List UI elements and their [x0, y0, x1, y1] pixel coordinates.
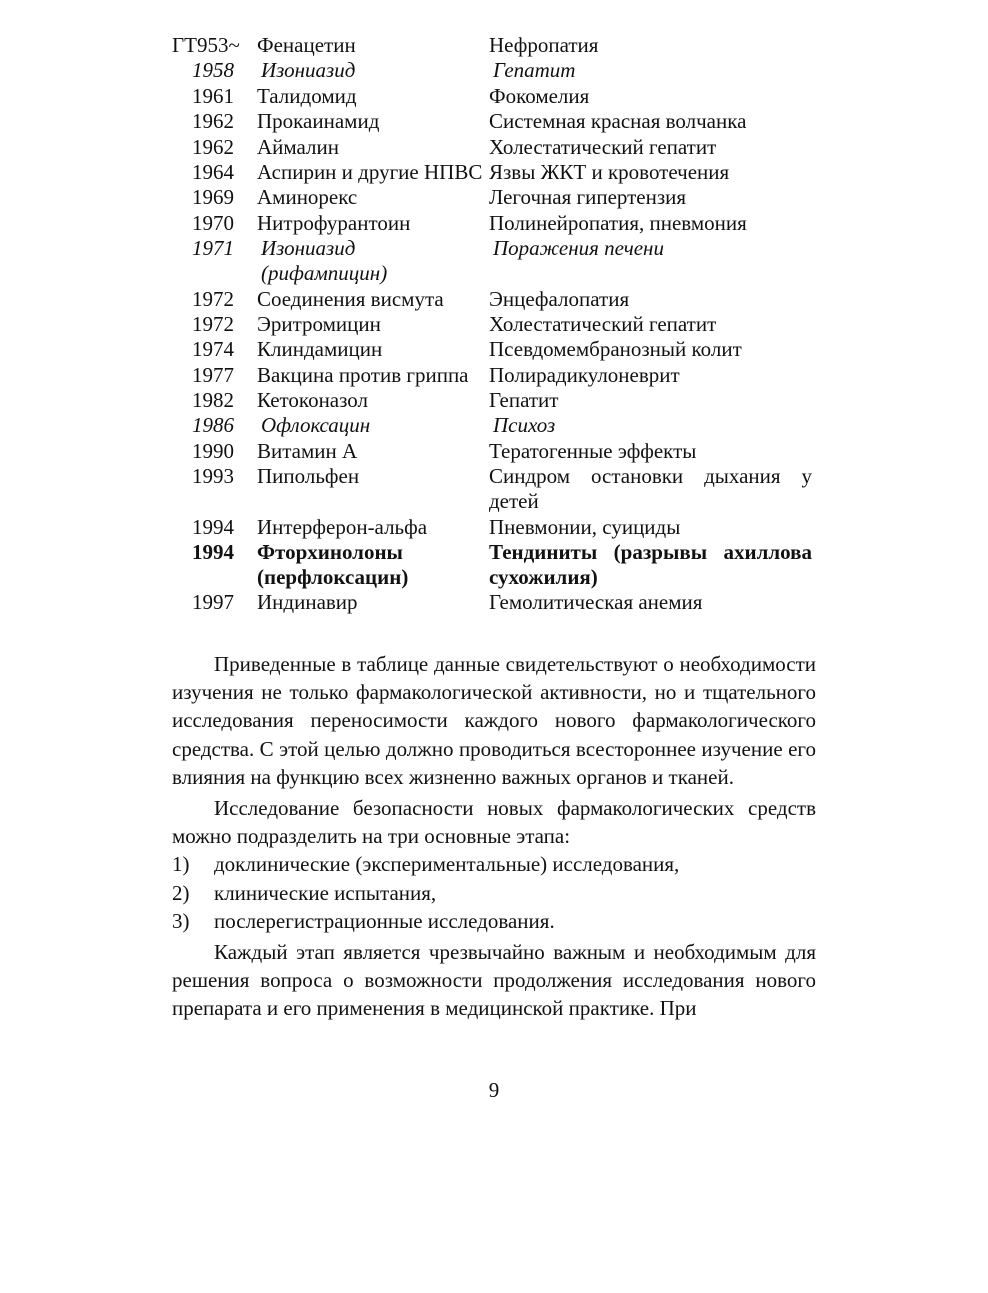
table-cell-year: 1994 [192, 540, 234, 565]
table-row [172, 388, 812, 413]
paragraph: Исследование безопасности новых фармакологических средств можно подразделить на три основные этапа: [172, 796, 816, 849]
table-row [172, 211, 812, 236]
table-row [172, 135, 812, 160]
table-cell-effect: Пневмонии, суициды [489, 514, 681, 539]
table-cell-effect: Нефропатия [489, 33, 599, 57]
table-cell-year: 1974 [192, 337, 234, 362]
table-row [172, 337, 812, 362]
table-cell-drug: Пипольфен [257, 464, 360, 489]
table-cell-effect: Тератогенные эффекты [489, 438, 697, 463]
list-number: 2) [172, 880, 190, 905]
table-cell-year: 1997 [192, 590, 234, 615]
table-cell-year: 1970 [192, 210, 234, 235]
table-row [172, 109, 812, 134]
table-cell-year: 1971 [192, 236, 234, 261]
table-row [172, 58, 812, 83]
table-cell-effect: Поражения печени [493, 236, 664, 261]
table-row [172, 590, 812, 615]
stages-list [172, 850, 816, 935]
table-cell-effect: Холестатический гепатит [489, 311, 717, 336]
table-row [172, 84, 812, 109]
table-cell-drug: Изониазид (рифампицин) [261, 236, 388, 286]
table-cell-effect: Психоз [493, 413, 556, 438]
table-row [172, 185, 812, 210]
list-number: 3) [172, 908, 190, 933]
table-cell-year: 1972 [192, 311, 234, 336]
body-text [172, 650, 816, 1023]
table-cell-drug: Аминорекс [257, 185, 358, 210]
list-text: послерегистрационные исследования. [214, 908, 555, 933]
table-cell-effect: Гепатит [489, 388, 559, 413]
table-cell-drug: Интерферон-альфа [257, 514, 428, 539]
table-cell-effect: Гепатит [493, 58, 576, 83]
table-cell-drug: Изониазид [261, 58, 356, 83]
table-row [172, 515, 812, 540]
table-cell-effect: Тендиниты (разрывы ахиллова сухожилия) [489, 540, 812, 590]
table-cell-year: 1961 [192, 83, 234, 108]
table-cell-effect: Легочная гипертензия [489, 185, 687, 210]
table-cell-year: 1962 [192, 109, 234, 134]
list-number: 1) [172, 852, 190, 877]
table-cell-year: 1994 [192, 514, 234, 539]
table-cell-drug: Аспирин и другие НПВС [257, 159, 483, 184]
table-cell-year: 1962 [192, 134, 234, 159]
table-cell-year: 1964 [192, 159, 234, 184]
table-cell-year: 1958 [192, 58, 234, 83]
table-cell-effect: Холестатический гепатит [489, 134, 717, 159]
page-number: 9 [488, 1078, 500, 1102]
table-cell-effect: Полирадикулоневрит [489, 362, 680, 387]
table-cell-year: 1969 [192, 185, 234, 210]
table-cell-year: 1986 [192, 413, 234, 438]
table-row [172, 413, 812, 438]
table-cell-drug: Эритромицин [257, 311, 381, 336]
table-cell-drug: Фторхинолоны (перфлоксацин) [257, 540, 409, 590]
table-cell-year: 1972 [192, 286, 234, 311]
table-row [172, 464, 812, 514]
table-cell-drug: Прокаинамид [257, 109, 380, 134]
table-row [172, 363, 812, 388]
adverse-effects-table [172, 33, 812, 616]
table-cell-drug: Фенацетин [257, 33, 356, 57]
table-row [172, 160, 812, 185]
table-cell-year: 1977 [192, 362, 234, 387]
table-cell-drug: Кетоконазол [257, 388, 368, 413]
table-cell-drug: Талидомид [257, 83, 357, 108]
table-cell-year: 1993 [192, 464, 234, 489]
table-cell-drug: Вакцина против гриппа [257, 362, 469, 387]
table-cell-effect: Синдром остановки дыхания у детей [489, 464, 812, 514]
table-row [172, 439, 812, 464]
table-cell-effect: Псевдомембранозный колит [489, 337, 742, 362]
table-cell-drug: Клиндамицин [257, 337, 383, 362]
table-cell-year: 1982 [192, 388, 234, 413]
table-row [172, 312, 812, 337]
list-item [172, 907, 816, 935]
table-row [172, 540, 812, 590]
table-cell-effect: Полинейропатия, пневмония [489, 210, 747, 235]
table-cell-effect: Гемолитическая анемия [489, 590, 703, 615]
list-text: клинические испытания, [214, 880, 437, 905]
table-cell-drug: Нитрофурантоин [257, 210, 411, 235]
table-cell-drug: Соединения висмута [257, 286, 444, 311]
list-item [172, 879, 816, 907]
paragraph: Приведенные в таблице данные свидетельствуют о необходимости изучения не только фармакологической активности, но и тщательного исследования переносимости каждого нового фармакологического средства. С этой целью должно проводиться всестороннее изучение его влияния на функцию всех жизненно важных органов и тканей. [172, 652, 816, 789]
paragraph: Каждый этап является чрезвычайно важным и необходимым для решения вопроса о возможности продолжения исследования нового препарата и его применения в медицинской практике. При [172, 940, 816, 1021]
list-text: доклинические (экспериментальные) исследования, [214, 852, 680, 877]
table-row [172, 33, 812, 58]
table-cell-drug: Офлоксацин [261, 413, 371, 438]
table-cell-effect: Язвы ЖКТ и кровотечения [489, 159, 730, 184]
table-cell-drug: Аймалин [257, 134, 340, 159]
list-item [172, 850, 816, 878]
table-cell-effect: Фокомелия [489, 83, 590, 108]
table-cell-year: ГТ953~ [172, 33, 240, 57]
table-row [172, 236, 812, 286]
table-cell-drug: Витамин А [257, 438, 358, 463]
table-cell-drug: Индинавир [257, 590, 358, 615]
table-row [172, 287, 812, 312]
table-cell-year: 1990 [192, 438, 234, 463]
table-cell-effect: Энцефалопатия [489, 286, 630, 311]
table-cell-effect: Системная красная волчанка [489, 109, 747, 134]
